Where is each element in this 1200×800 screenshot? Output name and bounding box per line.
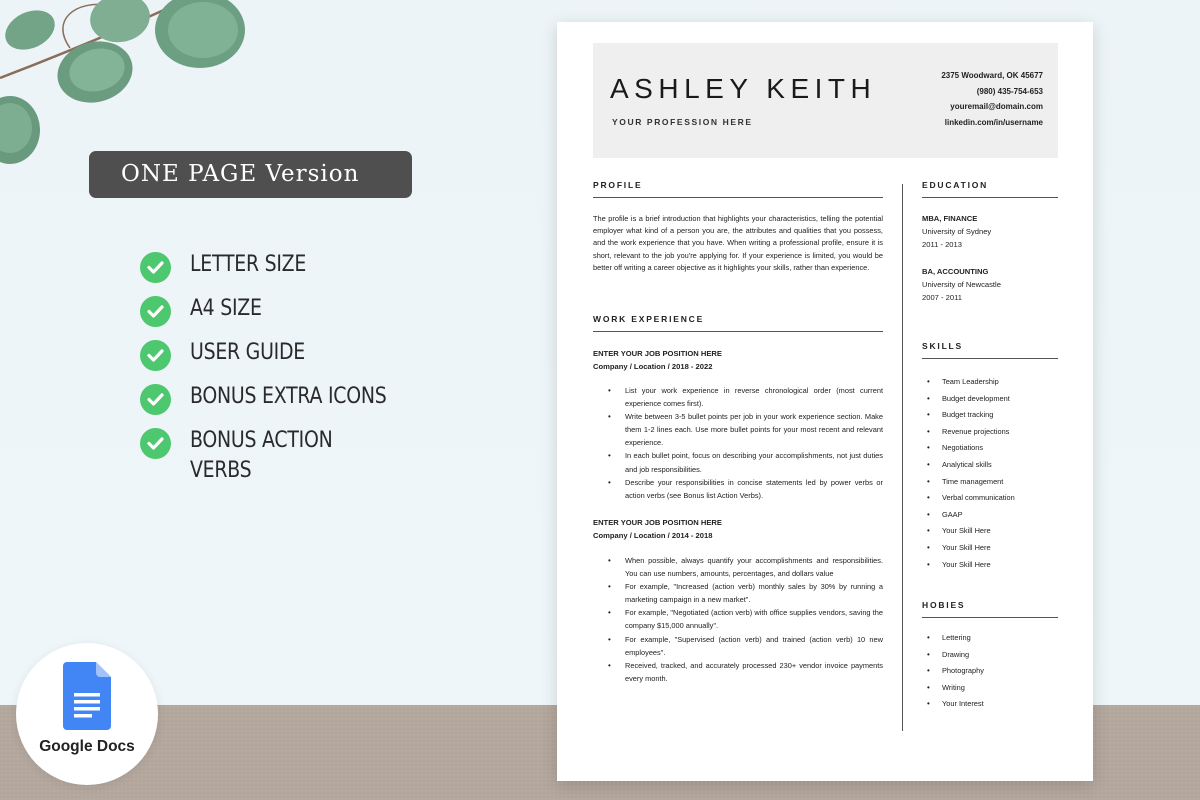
resume-header [593, 43, 1058, 158]
google-docs-icon [63, 662, 111, 730]
hobby-item: • Writing [927, 680, 984, 697]
hobbies-heading: HOBIES [922, 600, 966, 610]
job-bullet: • Received, tracked, and accurately processed 230+ vendor invoice payments every month. [608, 659, 883, 685]
feature-user-guide [140, 338, 400, 368]
check-icon [140, 252, 171, 283]
feature-list [140, 250, 400, 500]
google-docs-badge [16, 643, 158, 785]
hobby-item: • Your Interest [927, 696, 984, 713]
job-bullet: • For example, "Supervised (action verb) and trained (action verb) 10 new employees". [608, 633, 883, 659]
contact-linkedin: linkedin.com/in/username [944, 117, 1043, 127]
job-position: ENTER YOUR JOB POSITION HERE [593, 518, 722, 527]
skill-item: • GAAP [927, 507, 1015, 524]
skills-rule [922, 358, 1058, 359]
one-page-version-badge: ONE PAGE Version [89, 151, 412, 198]
job-meta: Company / Location / 2018 - 2022 [593, 362, 713, 371]
skill-item: • Budget tracking [927, 407, 1015, 424]
job-bullet: • List your work experience in reverse chronological order (most current experience comes first). [608, 384, 883, 410]
skill-item: • Analytical skills [927, 457, 1015, 474]
job-bullet: • For example, "Increased (action verb) monthly sales by 30% by running a marketing campaign in a new market". [608, 580, 883, 606]
education-school: University of Sydney [922, 227, 992, 236]
profile-text: The profile is a brief introduction that highlights your characteristics, telling the potential employer what kind of a person you are, the attributes and qualities that you possess, and the work experience that you have. When writing a professional profile, ensure it is short, relevant to the job you're applying for. If your experience is limited, you would be better off writing a career objective as it highlights your skills, rather than experience. [593, 214, 883, 272]
google-docs-label: Google Docs [39, 738, 135, 755]
skills-list [927, 374, 1015, 573]
job-meta: Company / Location / 2014 - 2018 [593, 531, 713, 540]
resume-profession: YOUR PROFESSION HERE [612, 117, 753, 127]
contact-email: youremail@domain.com [950, 102, 1043, 111]
hobbies-rule [922, 617, 1058, 618]
job-bullets [608, 384, 883, 502]
feature-label: USER GUIDE [190, 340, 306, 365]
education-years: 2007 - 2011 [922, 293, 962, 302]
job-bullet: • For example, "Negotiated (action verb) with office supplies vendors, saving the company $15,000 annually". [608, 606, 883, 632]
feature-bonus-verbs [140, 426, 400, 486]
job-bullet: • When possible, always quantify your accomplishments and responsibilities. You can use numbers, amounts, percentages, and dollars value [608, 554, 883, 580]
education-degree: BA, ACCOUNTING [922, 267, 989, 276]
feature-label: BONUS EXTRA ICONS [190, 384, 387, 409]
skills-heading: SKILLS [922, 341, 964, 351]
feature-label: BONUS ACTION VERBS [190, 428, 333, 483]
check-icon [140, 384, 171, 415]
skill-item: • Verbal communication [927, 490, 1015, 507]
skill-item: • Team Leadership [927, 374, 1015, 391]
skill-item: • Negotiations [927, 440, 1015, 457]
education-school: University of Newcastle [922, 280, 1001, 289]
skill-item: • Your Skill Here [927, 557, 1015, 574]
skill-item: • Revenue projections [927, 424, 1015, 441]
feature-a4-size [140, 294, 400, 324]
work-heading: WORK EXPERIENCE [593, 314, 705, 324]
education-degree: MBA, FINANCE [922, 214, 978, 223]
resume-page [557, 22, 1093, 781]
skill-item: • Time management [927, 474, 1015, 491]
column-divider [902, 184, 903, 731]
education-years: 2011 - 2013 [922, 240, 962, 249]
skill-item: • Your Skill Here [927, 523, 1015, 540]
skill-item: • Budget development [927, 391, 1015, 408]
profile-heading: PROFILE [593, 180, 643, 190]
feature-label: A4 SIZE [190, 296, 262, 321]
job-bullet: • Write between 3-5 bullet points per job in your work experience section. Make them 1-2 lines each. Use more bullet points for your most recent and relevant experience. [608, 410, 883, 449]
contact-block [941, 68, 1043, 130]
feature-bonus-icons [140, 382, 400, 412]
check-icon [140, 296, 171, 327]
education-rule [922, 197, 1058, 198]
skill-item: • Your Skill Here [927, 540, 1015, 557]
check-icon [140, 340, 171, 371]
eucalyptus-leaves-decoration [0, 0, 260, 175]
feature-letter-size [140, 250, 400, 280]
job-bullets [608, 554, 883, 685]
hobbies-list [927, 630, 984, 713]
hobby-item: • Photography [927, 663, 984, 680]
resume-name: ASHLEY KEITH [610, 73, 877, 104]
work-rule [593, 331, 883, 332]
education-heading: EDUCATION [922, 180, 989, 190]
profile-rule [593, 197, 883, 198]
hobby-item: • Lettering [927, 630, 984, 647]
job-position: ENTER YOUR JOB POSITION HERE [593, 349, 722, 358]
job-bullet: • Describe your responsibilities in concise statements led by power verbs or action verbs (see Bonus list Action Verbs). [608, 476, 883, 502]
check-icon [140, 428, 171, 459]
feature-label: LETTER SIZE [190, 252, 307, 277]
contact-phone: (980) 435-754-653 [976, 86, 1043, 96]
job-bullet: • In each bullet point, focus on describing your accomplishments, not just duties and job responsibilities. [608, 449, 883, 475]
hobby-item: • Drawing [927, 647, 984, 664]
contact-address: 2375 Woodward, OK 45677 [941, 71, 1043, 80]
